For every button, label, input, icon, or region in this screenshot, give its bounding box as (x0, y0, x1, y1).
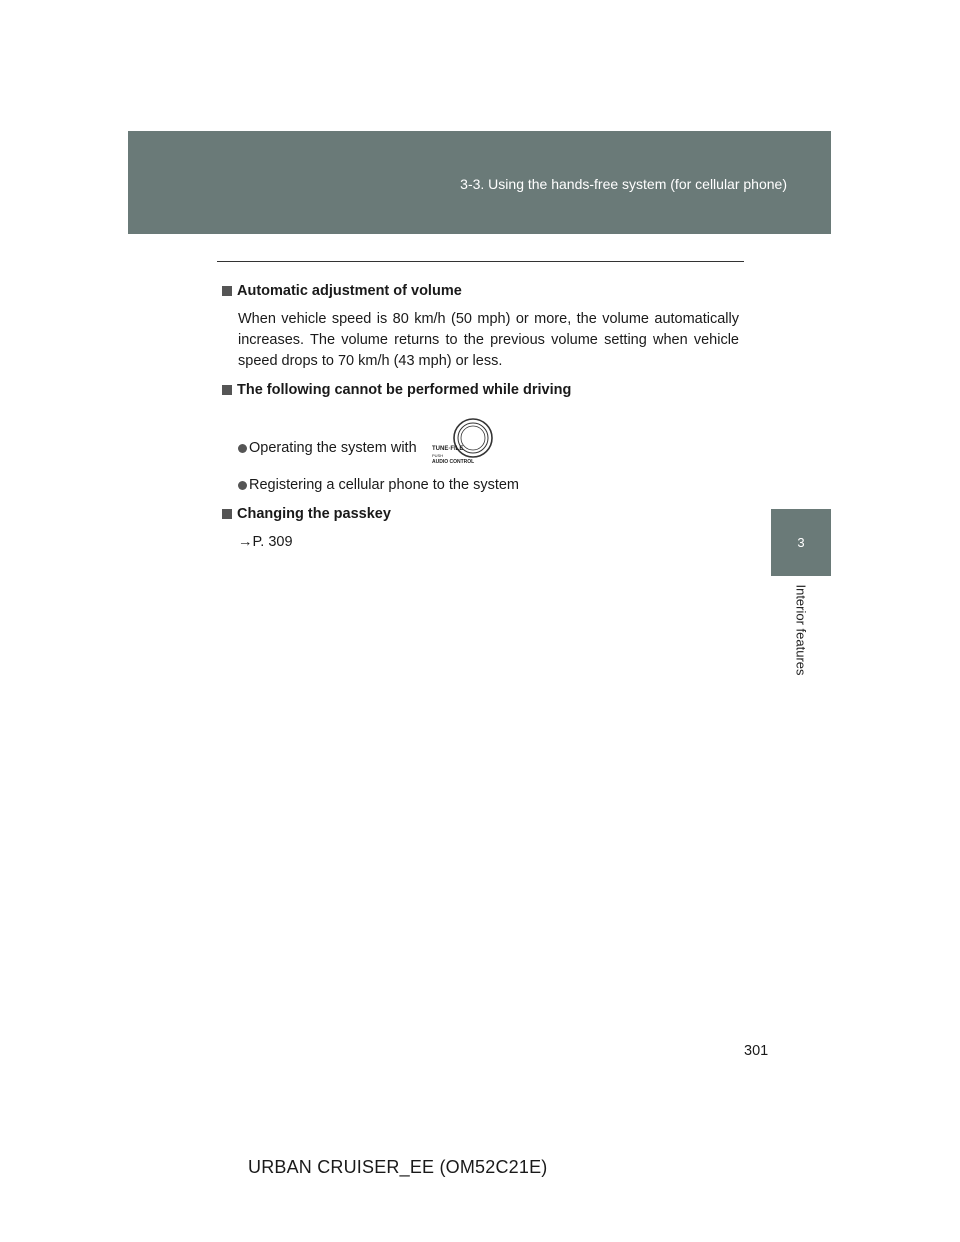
footer-model: URBAN CRUISER_EE (OM52C21E) (248, 1157, 548, 1177)
bullet-registering: Registering a cellular phone to the system (221, 475, 739, 496)
chapter-tab (771, 509, 831, 576)
knob-label-bottom: AUDIO CONTROL (431, 459, 474, 465)
heading-driving: The following cannot be performed while driving (221, 380, 739, 401)
knob-label-mid: PUSH (431, 453, 443, 458)
heading-passkey: Changing the passkey (221, 504, 739, 525)
section-title: 3-3. Using the hands-free system (for cellular phone) (460, 176, 787, 192)
chapter-number: 3 (797, 535, 805, 550)
ref-page: P. 309 (252, 534, 293, 550)
page-reference (221, 532, 739, 553)
knob-label-top: TUNE·FILE (431, 446, 463, 452)
paragraph-volume: When vehicle speed is 80 km/h (50 mph) or more, the volume automatically increases. The volume returns to the previous volume setting when vehicle speed drops to 70 km/h (43 mph) or less. (238, 311, 739, 369)
tune-file-knob-icon (429, 417, 501, 467)
bullet-operating: Operating the system with (221, 438, 417, 459)
chapter-label: Interior features (793, 584, 809, 676)
bullet-operating-row (221, 417, 739, 465)
page-number: 301 (744, 1043, 769, 1059)
ref-arrow: → (238, 534, 253, 550)
page-content (221, 281, 739, 553)
divider (217, 261, 744, 262)
heading-volume: Automatic adjustment of volume (221, 281, 739, 302)
header-band (128, 131, 831, 234)
